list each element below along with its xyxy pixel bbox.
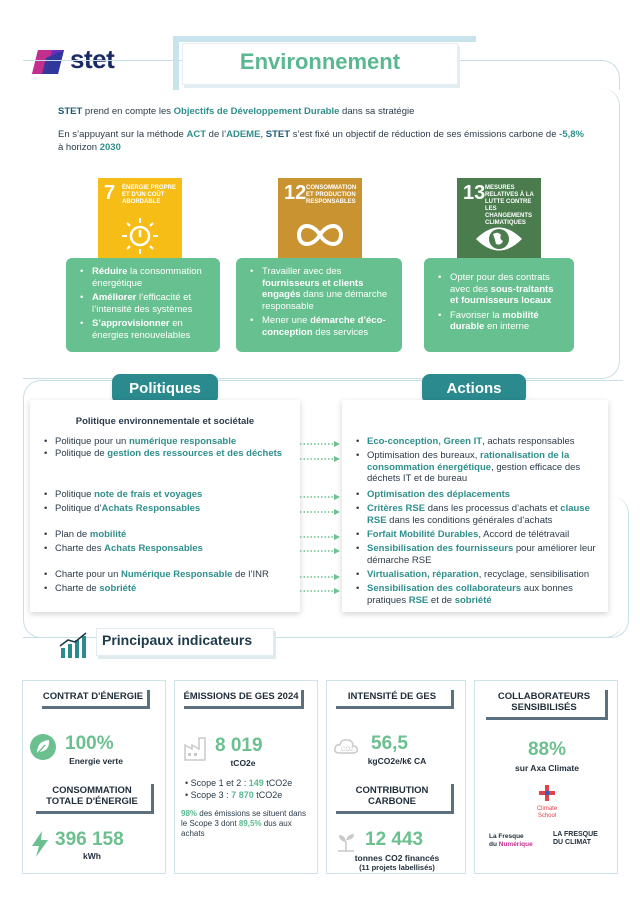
sdg-12-tile: 12 CONSOMMATION ET PRODUCTION RESPONSABLES: [278, 178, 362, 260]
politiques-subtitle: Politique environnementale et sociétale: [75, 416, 255, 427]
contrat-value: 100%: [65, 733, 114, 754]
brand-name: stet: [70, 44, 115, 74]
emissions-note: 98% des émissions se situent dans le Scope 3 dont 89,5% dus aux achats: [181, 809, 306, 838]
dotted-arrow-icon: [300, 548, 340, 554]
action-item: • Virtualisation, réparation, recyclage, sensibilisation: [356, 569, 600, 581]
dotted-arrow-icon: [300, 494, 340, 500]
politique-item: • Charte pour un Numérique Responsable de l’INR: [44, 569, 292, 581]
intro-paragraph-2: En s’appuyant sur la méthode ACT de l’ADEME, STET s’est fixé un objectif de réduction de ses émissions carbone de -5,8% à horizon 2030: [58, 129, 584, 153]
contrat-unit: Energie verte: [69, 756, 123, 766]
politique-item: • Politique de gestion des ressources et des déchets: [44, 448, 292, 460]
indicators-title: Principaux indicateurs: [102, 632, 253, 648]
sdg-7-tile: 7 ÉNERGIE PROPRE ET D'UN COÛT ABORDABLE: [98, 178, 182, 260]
collab-unit: sur Axa Climate: [515, 763, 579, 773]
goal-item: • Opter pour des contrats avec des sous-traitants et fournisseurs locaux: [438, 272, 564, 307]
card-energy: [22, 680, 166, 874]
politique-item: • Politique pour un numérique responsable: [44, 436, 292, 448]
goal-item: • Favoriser la mobilité durable en interne: [438, 310, 564, 333]
goal-item: • S’approvisionner en énergies renouvelables: [80, 318, 210, 341]
card-label-conso: CONSOMMATION TOTALE D'ÉNERGIE: [33, 781, 151, 811]
climate-school-logo: Climate School: [527, 785, 567, 820]
lightning-icon: [31, 831, 49, 857]
action-item: • Sensibilisation des fournisseurs pour améliorer leur démarche RSE: [356, 543, 600, 566]
sun-power-icon: [118, 216, 162, 256]
action-item: • Optimisation des bureaux, rationalisation de la consommation énergétique, gestion efficace des déchets IT et de bureau: [356, 450, 600, 485]
sdg-13-tile: 13 MESURES RELATIVES À LA LUTTE CONTRE LES CHANGEMENTS CLIMATIQUES: [457, 178, 541, 260]
emissions-value: 8 019: [215, 735, 263, 756]
dotted-arrow-icon: [300, 588, 340, 594]
fresque-climat-logo: LA FRESQUE DU CLIMAT: [553, 831, 598, 846]
action-item: • Sensibilisation des collaborateurs aux bonnes pratiques RSE et de sobriété: [356, 583, 600, 606]
dotted-arrow-icon: [300, 534, 340, 540]
conso-unit: kWh: [83, 851, 101, 861]
plant-icon: [335, 831, 357, 853]
politique-item: • Charte des Achats Responsables: [44, 543, 292, 555]
fresque-numerique-logo: La Fresque du Numérique: [489, 833, 533, 848]
collab-value: 88%: [527, 739, 567, 760]
goal-box-climate: [424, 258, 574, 352]
action-item: • Forfait Mobilité Durables, Accord de télétravail: [356, 529, 600, 541]
action-item: • Critères RSE dans les processus d’achats et clause RSE dans les conditions générales d’achats: [356, 503, 600, 526]
leaf-icon: [29, 733, 57, 761]
intensite-value: 56,5: [371, 733, 408, 754]
infinity-icon: [295, 218, 345, 252]
contribution-value: 12 443: [365, 829, 424, 850]
factory-icon: [183, 735, 211, 761]
card-label-intensite: INTENSITÉ DE GES: [333, 687, 451, 706]
svg-text:CO2: CO2: [341, 747, 354, 753]
politique-item: • Politique note de frais et voyages: [44, 489, 292, 501]
card-label-contrat: CONTRAT D'ÉNERGIE: [39, 687, 147, 706]
goal-item: • Mener une démarche d’éco-conception des services: [250, 315, 392, 338]
eye-earth-icon: [474, 222, 524, 256]
card-label-collab: COLLABORATEURS SENSIBILISÉS: [483, 687, 605, 717]
goal-box-consumption: [236, 258, 402, 352]
scope-3-item: • Scope 3 : 7 870 tCO2e: [185, 790, 283, 800]
card-label-emissions: ÉMISSIONS DE GES 2024: [181, 687, 301, 706]
actions-panel: [342, 400, 608, 612]
intensite-unit: kgCO2e/k€ CA: [367, 756, 427, 766]
dotted-arrow-icon: [300, 509, 340, 515]
co2-cloud-icon: [333, 735, 359, 757]
politiques-header: Politiques: [112, 374, 218, 404]
contribution-unit: tonnes CO2 financés: [354, 853, 440, 863]
goal-item: • Travailler avec des fournisseurs et clients engagés dans une démarche responsable: [250, 266, 392, 312]
chart-growth-icon: [58, 632, 90, 660]
goal-item: • Améliorer l’efficacité et l’intensité des systèmes: [80, 292, 210, 315]
politique-item: • Charte de sobriété: [44, 583, 292, 595]
politiques-panel: [30, 400, 300, 612]
dotted-arrow-icon: [300, 574, 340, 580]
actions-header: Actions: [422, 374, 526, 404]
action-item: • Optimisation des déplacements: [356, 489, 600, 501]
card-collaborators: [474, 680, 618, 874]
goal-box-energy: [66, 258, 220, 352]
dotted-arrow-icon: [300, 441, 340, 447]
intro-paragraph-1: STET prend en compte les Objectifs de Développement Durable dans sa stratégie: [58, 106, 415, 117]
contribution-unit-2: (11 projets labellisés): [359, 863, 435, 872]
intro-text: [58, 105, 584, 164]
card-label-contribution: CONTRIBUTION CARBONE: [333, 781, 451, 811]
page-title: Environnement: [239, 49, 401, 74]
climate-school-icon: [539, 785, 555, 801]
goal-item: • Réduire la consommation énergétique: [80, 266, 210, 289]
scope-1-2-item: • Scope 1 et 2 : 149 tCO2e: [185, 778, 293, 788]
card-intensity: [326, 680, 466, 874]
politique-item: • Politique d’Achats Responsables: [44, 503, 292, 515]
dotted-arrow-icon: [300, 456, 340, 462]
conso-value: 396 158: [55, 829, 124, 850]
emissions-unit: tCO2e: [230, 758, 256, 768]
card-emissions: [174, 680, 318, 874]
action-item: • Eco-conception, Green IT, achats responsables: [356, 436, 600, 448]
politique-item: • Plan de mobilité: [44, 529, 292, 541]
